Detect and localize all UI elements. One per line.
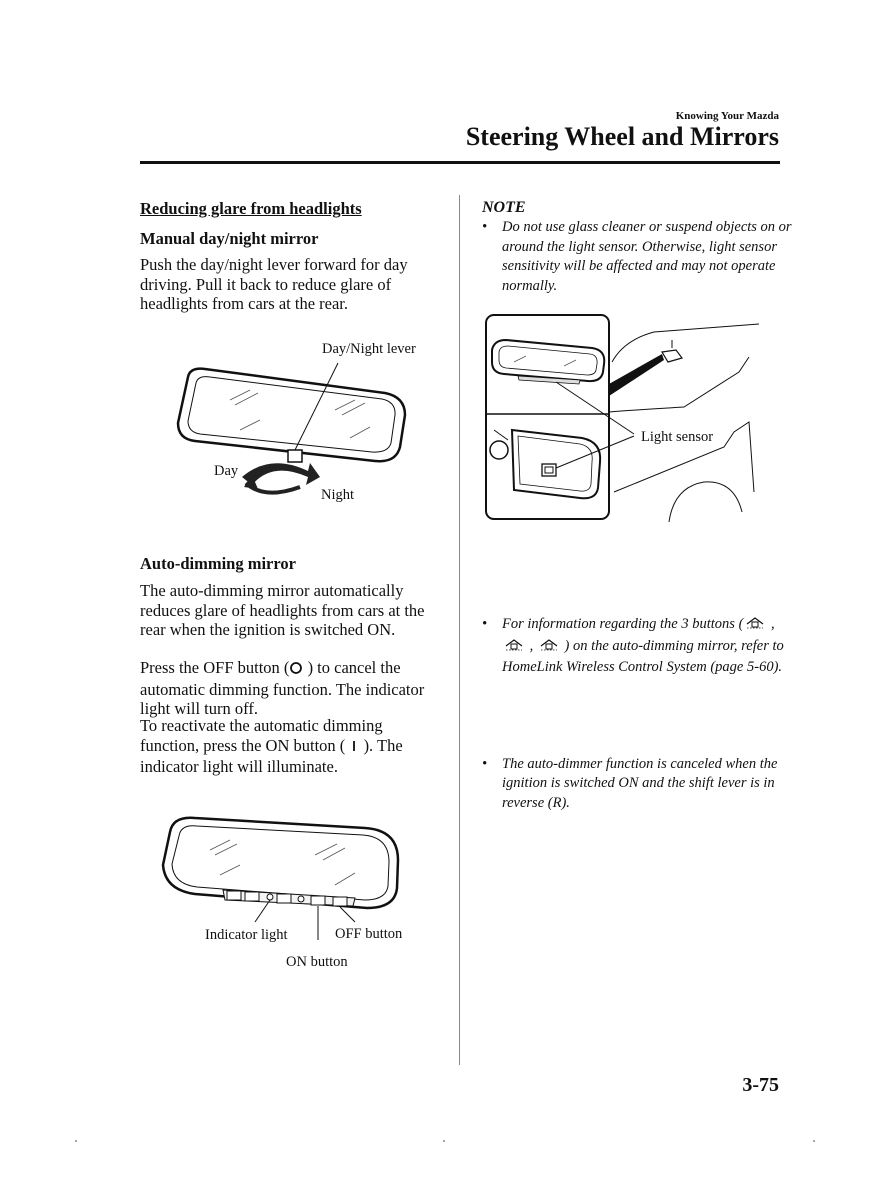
- section-kicker: Knowing Your Mazda: [675, 110, 779, 122]
- crop-mark: [75, 1140, 77, 1142]
- note-item-2: • For information regarding the 3 buttons ( , , ) on the auto-dimming mirror, refer to HomeLink Wireless Control System (page 5-60).: [482, 616, 784, 675]
- bullet-icon: •: [482, 616, 488, 632]
- off-text-a: Press the OFF button (: [140, 658, 290, 677]
- label-light-sensor: Light sensor: [641, 429, 714, 445]
- off-button-text: [140, 658, 445, 719]
- note-1-text: Do not use glass cleaner or suspend objects on or around the light sensor. Otherwise, light sensor sensitivity will be affected and may not operate normally.: [502, 219, 792, 294]
- note-2-text-a: For information regarding the 3 buttons (: [502, 616, 744, 632]
- homelink-button-2-icon: [502, 638, 526, 659]
- off-symbol-icon: [289, 660, 303, 680]
- figure-auto-dimming-mirror: [155, 810, 415, 940]
- header-rule: [140, 161, 780, 164]
- label-indicator-light: Indicator light: [205, 927, 288, 943]
- on-symbol-icon: [349, 738, 359, 758]
- figure-light-sensor: [484, 312, 759, 522]
- homelink-button-3-icon: [537, 638, 561, 659]
- auto-dimming-mirror-illustration: [155, 810, 415, 940]
- heading-auto-dimming: Auto-dimming mirror: [140, 554, 296, 573]
- label-day-night-lever: Day/Night lever: [322, 341, 416, 357]
- note-item-3: [482, 755, 792, 814]
- crop-mark: [813, 1140, 815, 1142]
- on-button-text: [140, 716, 445, 777]
- off-text-b: ) to cancel the automatic dimming function. The indicator light will turn off.: [140, 658, 425, 718]
- label-on-button: ON button: [286, 954, 348, 970]
- label-off-button: OFF button: [335, 926, 403, 942]
- note-title: NOTE: [482, 199, 526, 216]
- note-item-1: [482, 218, 792, 296]
- note-3-text: The auto-dimmer function is canceled when the ignition is switched ON and the shift lever is in reverse (R).: [502, 755, 778, 811]
- column-divider: [459, 195, 460, 1065]
- label-night: Night: [321, 487, 355, 503]
- on-text-b: ). The indicator light will illuminate.: [140, 735, 403, 776]
- label-day: Day: [214, 463, 239, 479]
- page-title: Steering Wheel and Mirrors: [465, 122, 779, 151]
- manual-mirror-text: Push the day/night lever forward for day driving. Pull it back to reduce glare of headlights from cars at the rear.: [140, 255, 408, 313]
- heading-reducing-glare: Reducing glare from headlights: [140, 199, 362, 218]
- manual-mirror-illustration: [160, 335, 450, 515]
- on-text-a: To reactivate the automatic dimming function, press the ON button (: [140, 716, 383, 755]
- heading-manual-mirror: Manual day/night mirror: [140, 229, 319, 248]
- bullet-icon: •: [482, 755, 488, 772]
- bullet-icon: •: [482, 219, 488, 235]
- figure-manual-mirror: [160, 335, 450, 515]
- light-sensor-illustration: [484, 312, 759, 522]
- page-number: 3-75: [742, 1074, 779, 1096]
- auto-dimming-text: The auto-dimming mirror automatically reduces glare of headlights from cars at the rear when the ignition is switched ON.: [140, 581, 425, 639]
- note-2-text-b: ) on the auto-dimming mirror, refer to HomeLink Wireless Control System (page 5-60).: [502, 637, 784, 675]
- crop-mark: [443, 1140, 445, 1142]
- homelink-button-1-icon: [743, 616, 767, 637]
